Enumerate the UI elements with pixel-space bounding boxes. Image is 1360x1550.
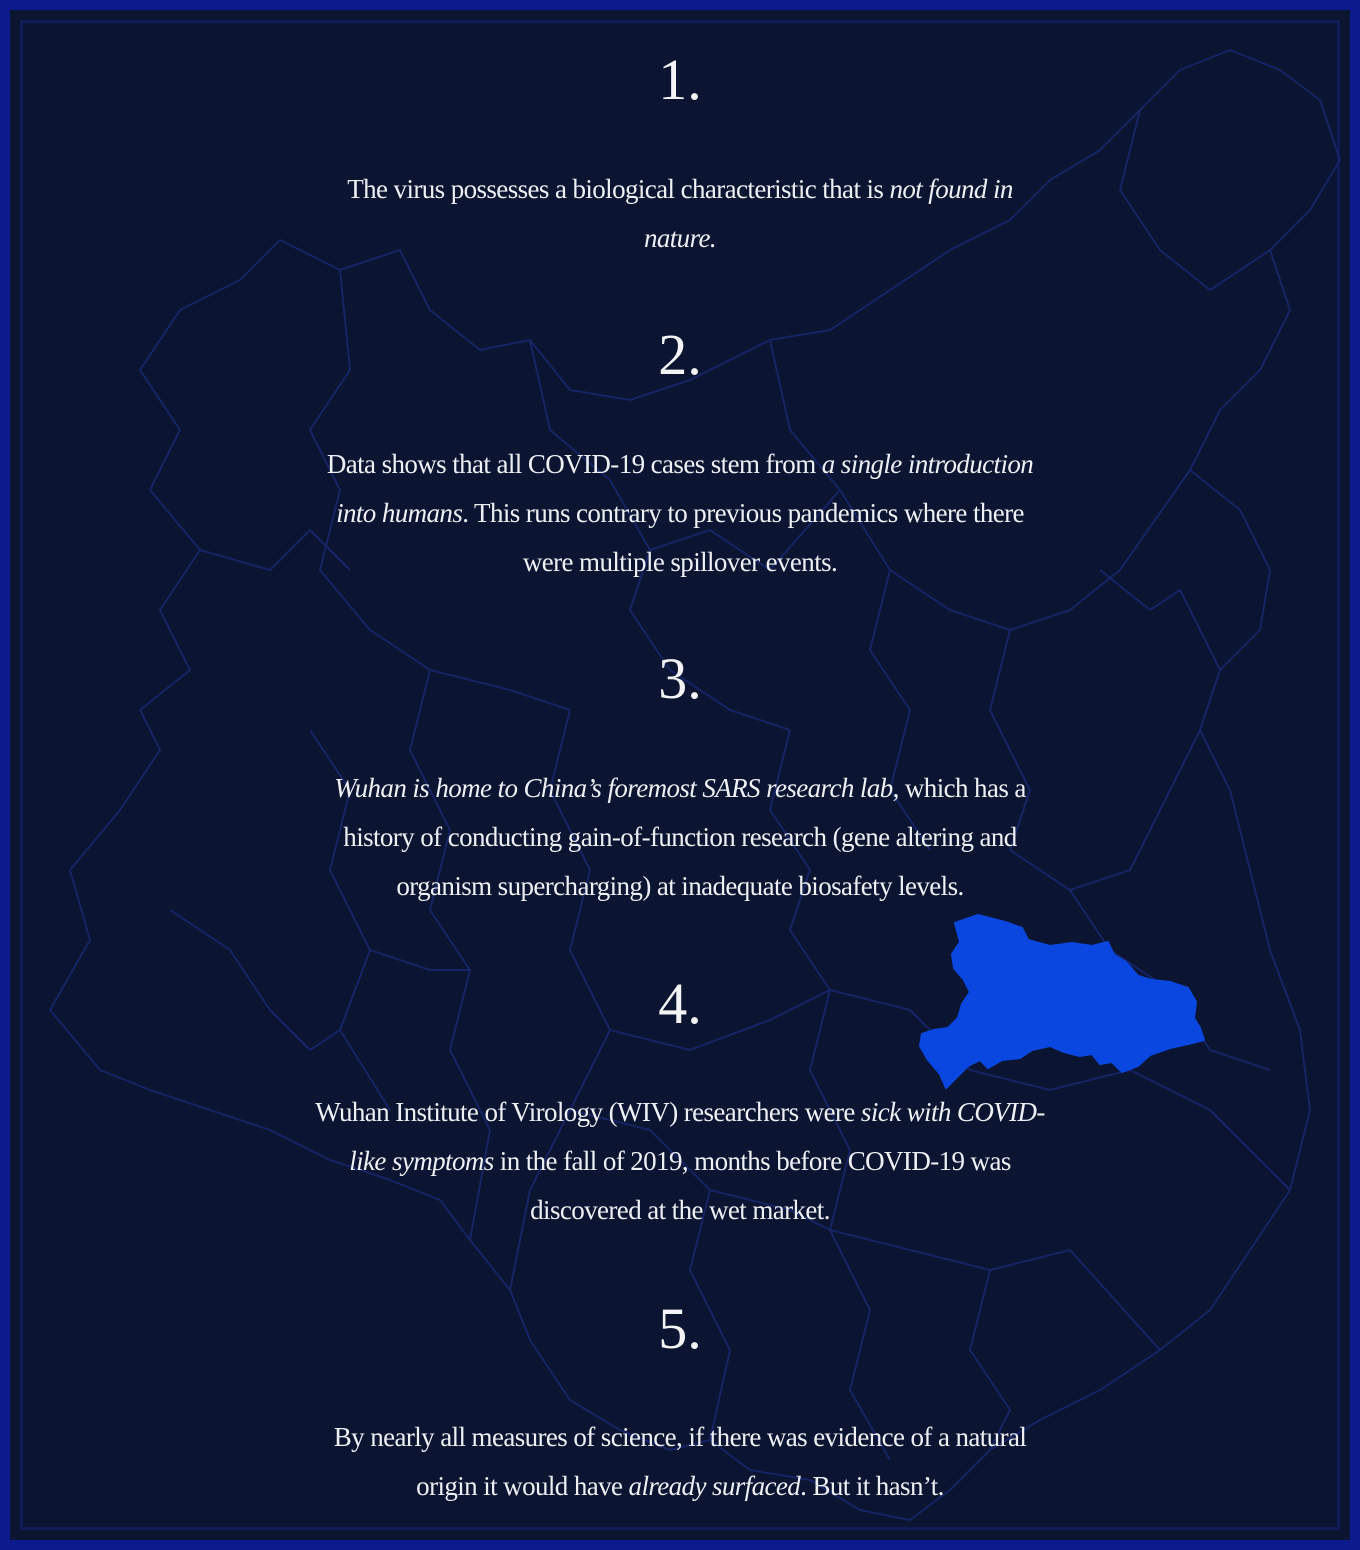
item-text-1 [310, 165, 1050, 263]
item-5-text-part-3: . But it hasn’t. [800, 1471, 944, 1501]
item-1-text-part-2: not found in nature. [643, 174, 1013, 253]
item-text-3 [310, 764, 1050, 911]
item-text-5 [310, 1413, 1050, 1511]
item-text-2 [310, 440, 1050, 587]
numbered-list [10, 10, 1350, 1540]
item-4-text-part-1: Wuhan Institute of Virology (WIV) researchers were [315, 1097, 861, 1127]
item-number-4: 4. [658, 971, 702, 1036]
item-5-text-part-1: By nearly all measures of science, if there was evidence of a natural origin it would have [333, 1422, 1027, 1501]
item-number-1: 1. [658, 47, 702, 112]
item-number-2: 2. [658, 322, 702, 387]
item-number-5: 5. [658, 1296, 702, 1361]
item-number-3: 3. [658, 646, 702, 711]
item-2-text-part-1: Data shows that all COVID-19 cases stem from [326, 449, 822, 479]
item-3-text-part-1: Wuhan is home to China’s foremost SARS research lab [334, 773, 893, 803]
item-text-4 [310, 1088, 1050, 1235]
item-5-text-part-2: already surfaced [628, 1471, 801, 1501]
item-4-text-part-2: sick with COVID-like symptoms [349, 1097, 1045, 1176]
item-3-text-part-2: , which has a history of conducting gain-of-function research (gene altering and organism supercharging) at inadequate biosafety levels. [343, 773, 1026, 901]
item-2-text-part-3: . This runs contrary to previous pandemics where there were multiple spillover events. [462, 498, 1024, 577]
item-1-text-part-1: The virus possesses a biological characteristic that is [347, 174, 890, 204]
item-2-text-part-2: a single introduction into humans [336, 449, 1034, 528]
item-4-text-part-3: in the fall of 2019, months before COVID-19 was discovered at the wet market. [493, 1146, 1011, 1225]
